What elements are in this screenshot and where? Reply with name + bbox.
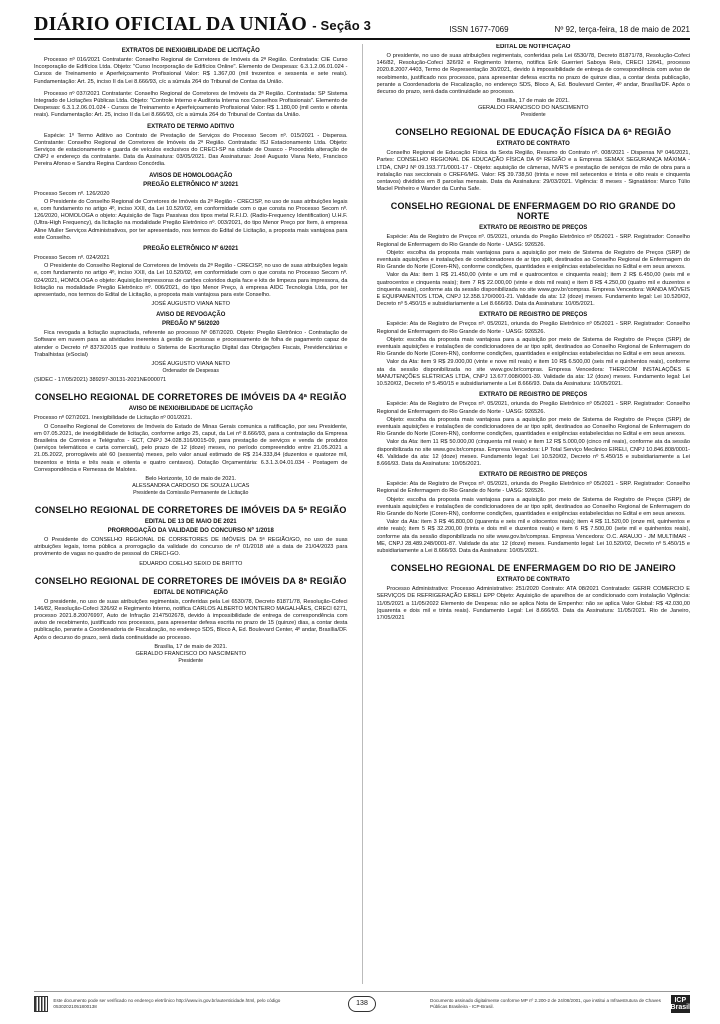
signature-block	[377, 98, 691, 119]
paragraph: Espécie: 1º Termo Aditivo ao Contrato de Prestação de Serviços do Processo Secom nº. 015/2021 - Dispensa. Contratante: Conselho Regional de Corretores de Imóveis da 2ª Região. Contratada: ISJ Estacionamento Ltda. Objeto: Serviços de estacionamento e guarda de veículos exclusivos do CRECI-SP na cidade de Osasco - Procedida alteração de CNPJ e endereço da contratante. Data da Assinatura: 03/05/2021. Das Assinaturas: José Augusto Viana Neto, Francisco Pereira Afonso e Sandra Regina Cardoso Concórdia.	[34, 132, 348, 168]
paragraph: O Presidente do Conselho Regional de Corretores de Imóveis da 2ª Região - CRECISP, no uso de suas atribuições legais e, com fundamento no artigo 4º, inciso XXII, da Lei 10.520/02, em conformidade com o que consta no Processo Secom nº. 126/2020, HOMOLOGA o objeto: Aquisição de Tags Passivas dos tipos metal R.F.I.D. (Radio-Frequency Identification) U.H.F. (Ultra-High Frequency), da licitação na modalidade Pregão Eletrônico nº. 003/2021, do tipo Menor Preço por Item, à empresa Aline Muller Serviços Administrativos, por ter apresentado, nos termos do Edital de Licitação, a proposta mais vantajosa para este Conselho.	[34, 198, 348, 241]
paragraph: Espécie: Ata de Registro de Preços nº. 05/2021, oriunda do Pregão Eletrônico nº 05/2021 - SRP. Registrador: Conselho Regional de Enfermagem do Rio Grande do Norte - UASG: 926526.	[376, 234, 690, 248]
left-column	[34, 44, 348, 984]
section-heading: AVISO DE REVOGAÇÃO	[156, 312, 226, 319]
signature-name: JOSÉ AUGUSTO VIANA NETO	[151, 301, 230, 308]
paragraph: O presidente, no uso de suas atribuições regimentais, conferidas pela Lei 6530/78, Decreto 81871/78, Resolução-Cofeci 146/82, Resolução-Cofeci 326/92 e Regimento Interno, notifica Erik Guerrieri Saboya Reis, CRECI 12641, processo 2020.8.2007.4403, Termo de Representação 30/2021, devido à impossibilidade de entrega de correspondência com aviso de recebimento, justificado nos processos, para apresentar defesa escrita no prazo de quinze dias, a contar desta publicação, perante a Coordenadoria de Fiscalização, no endereço SDS, Bloco A, Ed. Boulevard Center, 4º andar, Brasília/DF. Após o decurso do prazo, será dada continuidade ao processo.	[376, 53, 690, 96]
gazette-name: DIÁRIO OFICIAL DA UNIÃO	[34, 13, 307, 35]
section-heading: EXTRATOS DE INEXIGIBILIDADE DE LICITAÇÃO	[121, 48, 260, 54]
paragraph: Valor da Ata: item 11 R$ 50.000,00 (cinquenta mil reais) e item 12 R$ 5.000,00 (cinco mil reais), conforme ata da sessão disponibilizada no site www.gov.br/compras. Empresa Vencedora: LP Total Serviço Mecânico EIRELI, CNPJ 10.846.808/0001-48. Validade da ata: 12 (doze) meses. Fundamento legal: Lei 10.520/02, Decreto nº 5.450/15 e subsidiariamente a Lei 8.666/93. Data da Assinatura: 10/05/2021.	[376, 439, 690, 467]
right-column	[377, 44, 691, 984]
footer-signature-info	[430, 995, 690, 1013]
paragraph: Objeto: escolha da proposta mais vantajosa para a aquisição por meio de Sistema de Registro de Preços (SRP) de eventuais aquisições e instalações de condicionadores de ar tipo split, destinados ao Conselho Regional de Enfermagem do Rio Grande do Norte (Coren-RN), conforme condições, quantidades e exigências estabelecidas no Edital e em seus anexos.	[376, 336, 690, 358]
signature-name: GERALDO FRANCISCO DO NASCIMENTO	[135, 650, 247, 657]
gazette-meta	[449, 25, 690, 38]
organization-heading: CONSELHO REGIONAL DE CORRETORES DE IMÓVEIS DA 4ª REGIÃO	[34, 392, 347, 403]
signature-role: Presidente	[520, 112, 546, 119]
section-heading: EXTRATO DE CONTRATO	[496, 141, 570, 148]
signature-place-date: Brasília, 17 de maio de 2021.	[496, 98, 570, 105]
section-heading: EXTRATO DE REGISTRO DE PREÇOS	[479, 392, 588, 399]
section-subheading: PREGÃO ELETRÔNICO Nº 3/2021	[143, 181, 239, 188]
section-heading: EXTRATO DE TERMO ADITIVO	[147, 123, 235, 130]
signature-block	[34, 644, 348, 665]
signature-name: ALESSANDRA CARDOSO DE SOUZA LUCAS	[132, 482, 250, 489]
paragraph: O Presidente do Conselho Regional de Corretores de Imóveis da 2ª Região - CRECISP, no uso de suas atribuições legais e, com fundamento no artigo 4º, inciso XXII, da Lei 10.520/02, em conformidade com o que consta no Processo Secom nº. 024/2021, HOMOLOGA o objeto: Aquisição impressoras de cartões coloridos dupla face e kits de limpeza para impressora, da licitação na modalidade Pregão Eletrônico nº. 006/2021, do tipo Menor Preço, à empresa AIDC Tecnologia Ltda, por ter apresentado, nos termos do Edital de Licitação, a proposta mais vantajosa para este Conselho.	[34, 263, 348, 299]
paragraph: Objeto: escolha da proposta mais vantajosa para a aquisição por meio de Sistema de Registro de Preços (SRP) de eventuais aquisições e instalações de condicionadores de ar tipo split, destinados ao Conselho Regional de Enfermagem do Rio Grande do Norte (Coren-RN), conforme condições, quantidades e exigências estabelecidas no Edital e em seus anexos.	[376, 416, 690, 438]
column-divider	[362, 44, 363, 984]
signature-block	[34, 361, 348, 375]
paragraph: Valor da Ata: item 1 R$ 21.450,00 (vinte e um mil e quatrocentos e cinquenta reais); item 2 R$ 6.450,00 (seis mil e quatrocentos e cinquenta reais); item 7 R$ 22.000,00 (vinte e dois mil reais) e item 8 R$ 4.250,00 (quatro mil e duzentos e cinquenta reais), conforme ata da sessão disponibilizada no site www.gov.br/compras. Empresa Vencedora: WANDA MÓVEIS E EQUIPAMENTOS LTDA, CNPJ 12.358.170/0001-21. Validade da ata: 12 (doze) meses. Fundamento legal: Lei 10.520/02, Decreto nº 5.450/15 e subsidiariamente a Lei 8.666/93. Data da Assinatura: 10/05/2021.	[376, 272, 690, 308]
section-heading: EDITAL DE NOTIFICAÇÃO	[496, 44, 571, 50]
paragraph: Valor da Ata: item 9 R$ 29.000,00 (vinte e nove mil reais) e item 10 R$ 6.500,00 (seis mil e quinhentos reais), conforme ata da sessão disponibilizada no site www.gov.br/compras. Empresa Vencedora: THERCOM INSTALAÇÕES E MANUTENÇÕES ELÉTRICAS LTDA, CNPJ 13.677.008/0001-39. Validade da ata: 12 (doze) meses. Fundamento legal: Lei 10.520/02, Decreto nº 5.450/15 e subsidiariamente a Lei 8.666/93. Data da Assinatura: 10/05/2021.	[376, 359, 690, 388]
organization-heading: CONSELHO REGIONAL DE EDUCAÇÃO FÍSICA DA 6ª REGIÃO	[395, 127, 672, 138]
paragraph: Espécie: Ata de Registro de Preços nº. 05/2021, oriunda do Pregão Eletrônico nº 05/2021 - SRP. Registrador: Conselho Regional de Enfermagem do Rio Grande do Norte - UASG: 926526.	[376, 481, 690, 495]
gazette-title	[34, 13, 371, 38]
paragraph: Conselho Regional de Educação Física da Sexta Região, Resumo do Contrato nº. 008/2021 - Dispensa Nº 046/2021, Partes: CONSELHO REGIONAL DE EDUCAÇÃO FÍSICA DA 6ª REGIÃO e a Empresa SEMAX SEGURANÇA MÁXIMA - LTDA, CNPJ Nº 09.193.771/0001-17 - Objeto: aquisição de câmeras, NVR'S e prestação de serviços de mão de obra para a instalação nas seccionais o CREF6/MG. Valor: R$ 39.738,50 (trinta e nove mil setecentos e trinta e oito reais e cinquenta centavos) divididos em 8 parcelas mensais. Data da Assinatura: 29/03/2021. Vigência: 8 meses - Signatários: Marco Túlio Maciel Pinheiro e Wander da Cunha Safe.	[376, 150, 690, 193]
section-heading: EXTRATO DE REGISTRO DE PREÇOS	[479, 225, 588, 232]
paragraph: O Presidente do CONSELHO REGIONAL DE CORRETORES DE IMÓVEIS DA 5ª REGIÃO/GO, no uso de suas atribuições legais, torna pública a prorrogação da validade do concurso de nº 01/2018 até a data de 21/04/2023 para provimento de vagas no quadro de pessoal do CRECI-GO.	[34, 536, 348, 558]
paragraph: Processo nº 016/2021 Contratante: Conselho Regional de Corretores de Imóveis da 2ª Região. Contratada: CIE Curso Incorporação de Edifícios Ltda. Objeto: "Curso Incorporação de Edifícios Online". Elemento de Despesas: 6.3.1.2.06.01.024 - Cursos de Treinamento e Aperfeiçoamento Profissional Valor: R$ 1.367,00 (mil trezentos e sessenta e sete reais). Fundamentação: Art. 25, inciso II da Lei 8.666/93, c/c a súmula 264 do Tribunal de Contas da União.	[34, 57, 348, 85]
paragraph: O Conselho Regional de Corretores de Imóveis do Estado de Minas Gerais comunica a ratificação, por seu Presidente, em 07.05.2021, de inexigibilidade de licitação, conforme artigo 25, caput, da Lei nº 8.666/93, para a contratação da Empresa Brasileira de Correios e Telégrafos - ECT, CNPJ 34.028.316/0015-09, para prestação de serviços e venda de produtos (serviços telemáticos e carta comercial), pelo prazo de 12 (doze) meses, no período compreendido entre 21.05.2021 a 21.05.2022, prorrogáveis até 60 (sessenta) meses, pelo valor anual estimado de R$ 214.333,84 (duzentos e quatorze mil, trezentos e trinta e três reais e oitenta e quatro centavos). Dotação Orçamentária: 6.3.1.3.04.01.034 - Postagem de Correspondência e Remessa de Malotes.	[34, 423, 348, 473]
footer-verification-text: Este documento pode ser verificado no endereço eletrônico http://www.in.gov.br/autenticidade.html, pelo código 05302021051800138	[53, 998, 281, 1009]
gazette-section: - Seção 3	[312, 18, 372, 33]
section-heading: EXTRATO DE REGISTRO DE PREÇOS	[479, 312, 588, 319]
organization-heading: CONSELHO REGIONAL DE CORRETORES DE IMÓVEIS DA 8ª REGIÃO	[34, 575, 347, 586]
qr-code-icon	[34, 996, 48, 1012]
section-heading: EDITAL DE NOTIFICAÇÃO	[153, 589, 228, 596]
section-heading: AVISOS DE HOMOLOGAÇÃO	[149, 172, 233, 179]
section-heading: EXTRATO DE CONTRATO	[496, 577, 570, 584]
paragraph: Processo Secom nº. 126/2020	[34, 190, 110, 197]
footer-verification	[34, 996, 294, 1012]
paragraph: Processo Secom nº. 024/2021	[34, 255, 110, 262]
signature-role: Presidente da Comissão Permanente de Licitação	[133, 489, 249, 496]
sidec-reference: (SIDEC - 17/05/2021) 389297-30131-2021NE000071	[34, 377, 167, 384]
section-subheading: PREGÃO Nº 56/2020	[161, 321, 220, 328]
organization-heading: CONSELHO REGIONAL DE ENFERMAGEM DO RIO DE JANEIRO	[390, 563, 676, 574]
signature-place-date: Belo Horizonte, 10 de maio de 2021.	[145, 475, 237, 482]
section-heading: EDITAL DE 13 DE MAIO DE 2021	[144, 518, 237, 525]
paragraph: Processo nº 037/2021 Contratante: Conselho Regional de Corretores de Imóveis da 2ª Região. Contratada: SP Sistema Integrado de Licitações Públicas Ltda. Objeto: "Controle Interno e Auditoria Interna nos Conselhos Profissionais". Elemento de Despesas: 6.3.1.2.06.01.024 - Cursos de Treinamento e Aperfeiçoamento Profissional Valor: R$ 1.180,00 (mil cento e oitenta reais). Fundamentação: Art. 25, inciso II da Lei 8.666/93, c/c a súmula 264 do Tribunal de Contas da União.	[34, 90, 348, 119]
gazette-header	[34, 8, 690, 40]
paragraph: Valor da Ata: item 3 R$ 46.800,00 (quarenta e seis mil e oitocentos reais); item 4 R$ 11.520,00 (onze mil, quinhentos e vinte reais); item 5 R$ 32.200,00 (trinta e dois mil e duzentos reais) e item 6 R$ 7.500,00 (sete mil e quinhentos reais), conforme ata da sessão disponibilizada no site www.gov.br/compras. Empresa Vencedora: O.C. ARAUJO - JM MULTIMAR - ME, CNPJ 28.489.248/0001-87. Validade da ata: 12 (doze) meses. Fundamento legal: Lei 10.520/02, Decreto nº 5.450/15 e subsidiariamente a Lei 8.666/93. Data da Assinatura: 10/05/2021.	[376, 519, 690, 554]
paragraph: Processo nº 027/2021. Inexigibilidade de Licitação nº 001/2021.	[34, 415, 193, 422]
organization-heading: CONSELHO REGIONAL DE ENFERMAGEM DO RIO GRANDE DO NORTE	[390, 201, 676, 222]
page-number: 138	[348, 996, 376, 1012]
gazette-footer	[34, 991, 690, 1016]
signature-role: Presidente	[178, 657, 204, 664]
paragraph: Objeto: escolha da proposta mais vantajosa para a aquisição por meio de Sistema de Registro de Preços (SRP) de eventuais aquisições e instalações de condicionadores de ar tipo split, destinados ao Conselho Regional de Enfermagem do Rio Grande do Norte (Coren-RN), conforme condições, quantidades e exigências estabelecidas no Edital e em seus anexos.	[376, 249, 690, 271]
content-columns	[34, 44, 690, 984]
signature-block	[34, 476, 348, 497]
icp-brasil-seal-icon: ICP Brasil	[670, 997, 691, 1011]
signature-name: GERALDO FRANCISCO DO NASCIMENTO	[477, 105, 589, 112]
section-subheading: PREGÃO ELETRÔNICO Nº 6/2021	[143, 246, 239, 253]
signature-place-date: Brasília, 17 de maio de 2021.	[154, 643, 228, 650]
signature-role: Ordenador de Despesas	[162, 368, 220, 375]
signature-name: EDUARDO COELHO SEIXO DE BRITTO	[139, 560, 243, 567]
section-heading: AVISO DE INEXIGIBILIDADE DE LICITAÇÃO	[128, 406, 253, 413]
section-heading: EXTRATO DE REGISTRO DE PREÇOS	[479, 472, 588, 479]
paragraph: O presidente, no uso de suas atribuições regimentais, conferidas pela Lei 6530/78, Decreto 81871/78, Resolução-Cofeci 146/82, Resolução-Cofeci 326/92 e Regimento Interno, notifica CARLOS ALBERTO MONTEIRO MAGALHÃES, CRECI 6271, processo 2021.8.20076997, Auto de Infração 2147502678, devido à impossibilidade de entrega de correspondência com aviso de recebimento, justificado nos processos, para apresentar defesa escrita no prazo de 15 (quinze) dias, a contar desta publicação, perante a Coordenadoria de Fiscalização, no endereço SDS, Bloco A, Ed. Boulevard Center, 4º andar, Brasília/DF. Após o decurso do prazo, será dada continuidade ao processo.	[34, 598, 348, 641]
edition-date: Nº 92, terça-feira, 18 de maio de 2021	[554, 25, 690, 34]
paragraph: Processo Administrativo: Processo Administrativo: 251/2020 Contrato: ATA 08/2021 Contratado: GERIR COMERCIO E SERVIÇOS DE REFRIGERAÇÃO EIRELI EPP Objeto: Aquisição de aparelhos de ar condicionado com instalação Vigência: 11/05/2021 a 11/05/2022 Elemento de Despesa: não se aplica Nota de Empenho: não se aplica Valor Global: R$ 42.030,00 (quarenta e dois mil e trinta reais). Fundamento Legal: Lei 8.666/93. Data da Assinatura: 11/05/2021. Rio de Janeiro, 17/05/2021	[376, 586, 690, 621]
paragraph: Espécie: Ata de Registro de Preços nº. 05/2021, oriunda do Pregão Eletrônico nº 05/2021 - SRP. Registrador: Conselho Regional de Enfermagem do Rio Grande do Norte - UASG: 926526.	[376, 321, 690, 335]
paragraph: Espécie: Ata de Registro de Preços nº. 05/2021, oriunda do Pregão Eletrônico nº 05/2021 - SRP. Registrador: Conselho Regional de Enfermagem do Rio Grande do Norte - UASG: 926526.	[376, 401, 690, 415]
paragraph: Fica revogada a licitação supracitada, referente ao processo Nº 087/2020. Objeto: Pregão Eletrônico - Contratação de Software em nuvem para as atividades inerentes à gestão de pessoas e processamento de folha de pagamento capaz de atender o Decreto nº 8373/2015 que instituiu o Sistema de Escrituração Digital das Obrigações Fiscais, Previdenciárias e Trabalhistas (eSocial)	[34, 330, 348, 358]
signature-name: JOSÉ AUGUSTO VIANA NETO	[151, 361, 230, 368]
paragraph: Objeto: escolha da proposta mais vantajosa para a aquisição por meio de Sistema de Registro de Preços (SRP) de eventuais aquisições e instalações de condicionadores de ar tipo split, destinados ao Conselho Regional de Enfermagem do Rio Grande do Norte (Coren-RN), conforme condições, quantidades e exigências estabelecidas no Edital e em seus anexos.	[376, 496, 690, 517]
organization-heading: CONSELHO REGIONAL DE CORRETORES DE IMÓVEIS DA 5ª REGIÃO	[34, 504, 347, 515]
issn: ISSN 1677-7069	[449, 25, 509, 34]
footer-signature-text: Documento assinado digitalmente conforme MP nº 2.200-2 de 24/08/2001, que institui a Infraestrutura de Chaves Públicas Brasileira - ICP-Brasil.	[430, 998, 661, 1009]
section-subheading: PRORROGAÇÃO DA VALIDADE DO CONCURSO Nº 1/2018	[107, 527, 274, 534]
